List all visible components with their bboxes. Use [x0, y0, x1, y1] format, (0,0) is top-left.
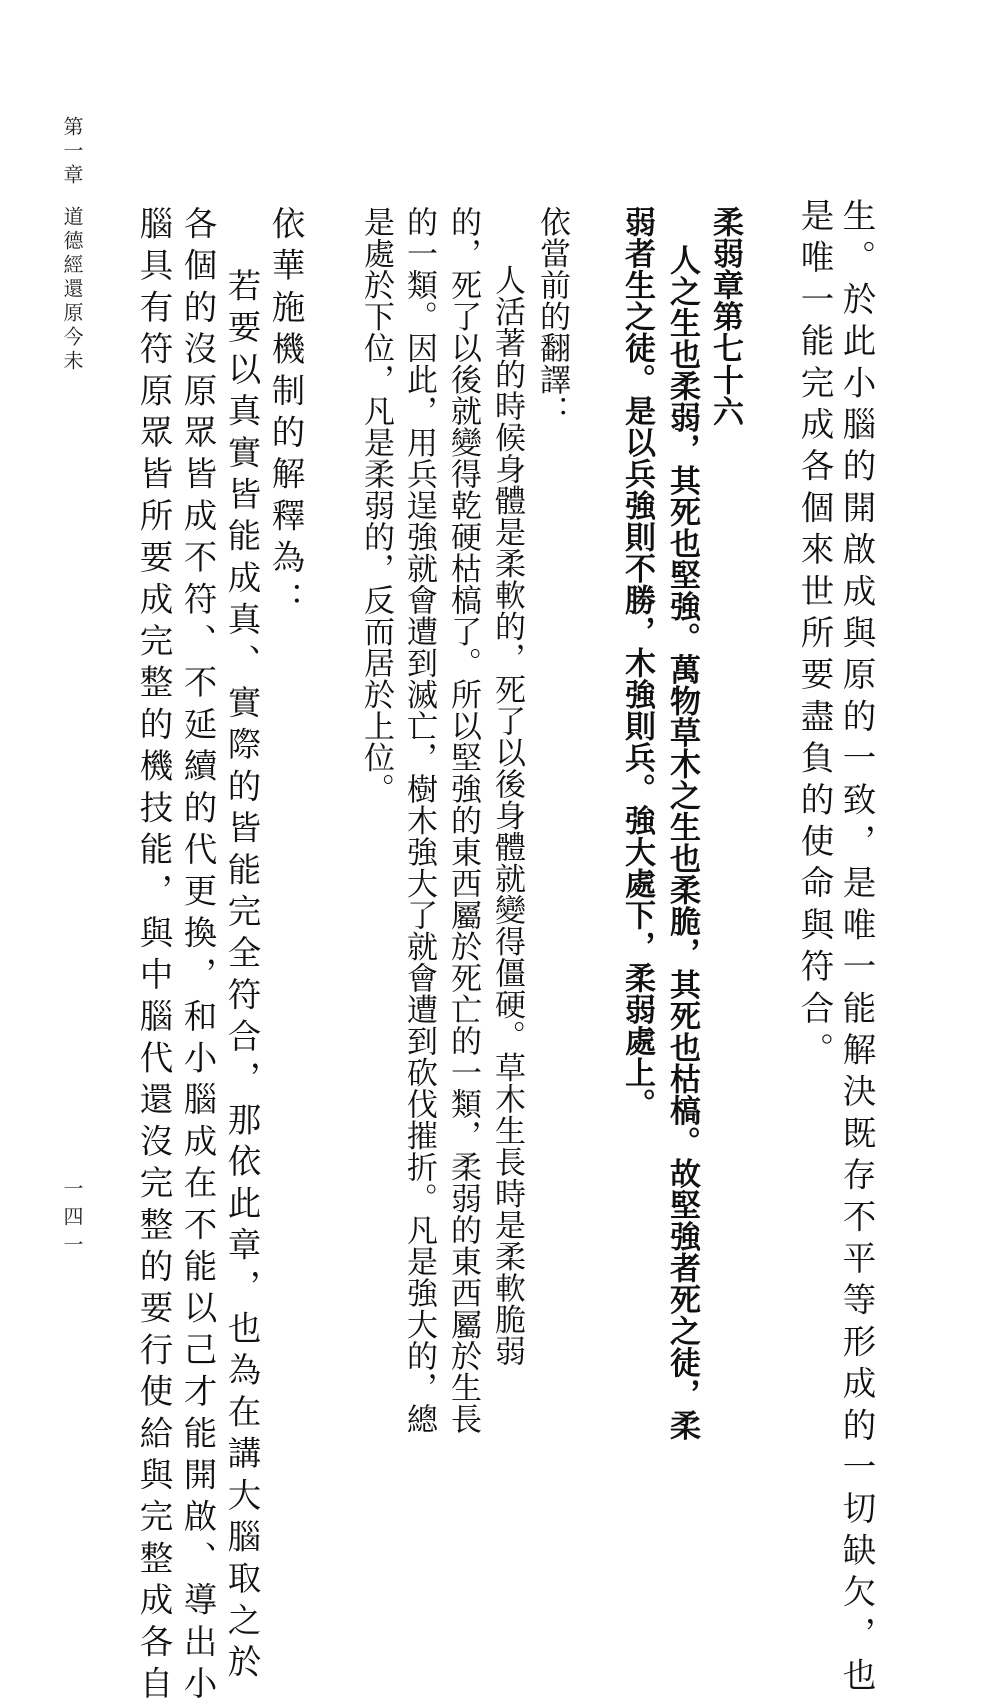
- explanation-line-3: 腦具有符原眾皆所要成完整的機技能，與中腦代還沒完整的要行使給與完整成各自: [134, 206, 173, 1707]
- explanation-heading: 依華施機制的解釋為：: [266, 206, 305, 623]
- translation-line-4: 是處於下位，凡是柔弱的，反而居於上位。: [358, 206, 394, 805]
- translation-line-1: 人活著的時候身體是柔軟的，死了以後身體就變得僵硬。草木生長時是柔軟脆弱: [489, 264, 525, 1367]
- explanation-line-2: 各個的沒原眾皆成不符、不延續的代更換，和小腦成在不能以己才能開啟、導出小: [178, 206, 217, 1707]
- translation-line-3: 的一類。因此，用兵逞強就會遭到滅亡，樹木強大了就會遭到砍伐摧折。凡是強大的，總: [401, 206, 437, 1435]
- page-number: 一四一: [60, 1178, 84, 1262]
- running-header-book-title: 道德經還原今未: [60, 206, 84, 374]
- running-header-chapter: 第一章: [60, 116, 84, 188]
- text-column-1: 生。於此小腦的開啟成與原的一致，是唯一能解決既存不平等形成的一切缺欠，也: [837, 198, 876, 1700]
- chapter-heading: 柔弱章第七十六: [707, 206, 743, 428]
- original-text-line-1: 人之生也柔弱，其死也堅強。萬物草木之生也柔脆，其死也枯槁。故堅強者死之徒，柔: [664, 244, 700, 1441]
- explanation-line-1: 若要以真實皆能成真、實際的皆能完全符合，那依此章，也為在講大腦取之於: [222, 268, 261, 1686]
- translation-line-2: 的，死了以後就變得乾硬枯槁了。所以堅強的東西屬於死亡的一類，柔弱的東西屬於生長: [445, 206, 481, 1435]
- text-column-2: 是唯一能完成各個來世所要盡負的使命與符合。: [795, 198, 834, 1074]
- original-text-line-2: 弱者生之徒。是以兵強則不勝，木強則兵。強大處下，柔弱處上。: [619, 206, 655, 1120]
- translation-heading: 依當前的翻譯：: [534, 206, 570, 427]
